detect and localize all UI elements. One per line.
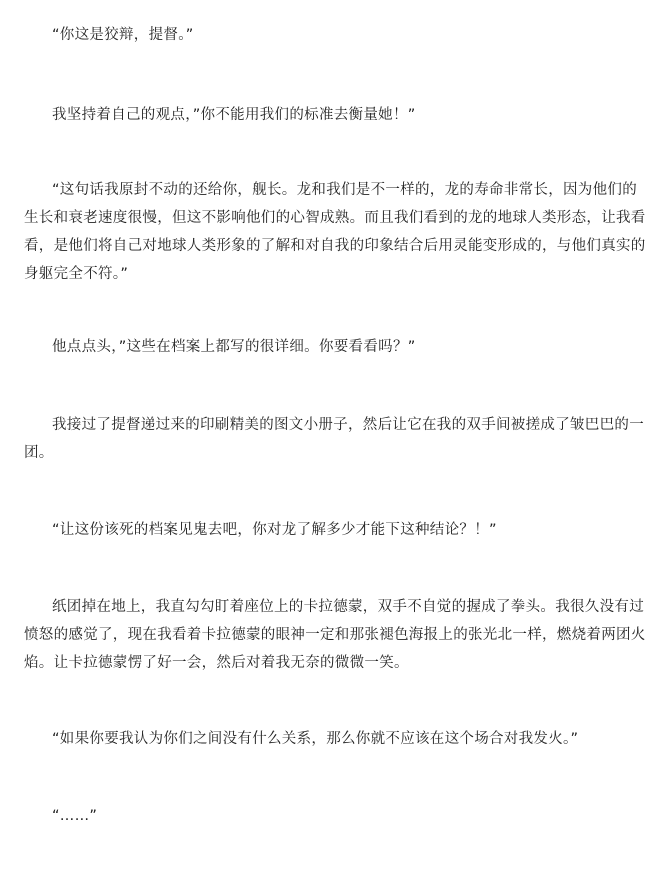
- paragraph-dialogue-5: “让这份该死的档案见鬼去吧，你对龙了解多少才能下这种结论？！”: [52, 522, 497, 538]
- paragraph-dialogue-4: 他点点头，”这些在档案上都写的很详细。你要看看吗？”: [52, 339, 416, 355]
- paragraph-dialogue-2: 我坚持着自己的观点，”你不能用我们的标准去衡量她！”: [52, 107, 416, 123]
- paragraph-narration-1: 我接过了提督递过来的印刷精美的图文小册子，然后让它在我的双手间被搓成了皱巴巴的一团。: [24, 417, 644, 461]
- paragraph-narration-2: 纸团掉在地上，我直勾勾盯着座位上的卡拉德蒙，双手不自觉的握成了拳头。我很久没有过愤怒的感觉了，现在我看着卡拉德蒙的眼神一定和那张褪色海报上的张光北一样，燃烧着两团火焰。让卡拉德蒙愣了好一会，然后对着我无奈的微微一笑。: [24, 599, 646, 671]
- paragraph-dialogue-6: “如果你要我认为你们之间没有什么关系，那么你就不应该在这个场合对我发火。”: [52, 731, 579, 747]
- paragraph-dialogue-7: “……”: [52, 808, 98, 824]
- paragraph-dialogue-1: “你这是狡辩，提督。”: [52, 27, 194, 43]
- paragraph-dialogue-3: “这句话我原封不动的还给你，舰长。龙和我们是不一样的，龙的寿命非常长，因为他们的生长和衰老速度很慢，但这不影响他们的心智成熟。而且我们看到的龙的地球人类形态，让我看看，是他们将自己对地球人类形象的了解和对自我的印象结合后用灵能变形成的，与他们真实的身躯完全不符。”: [24, 182, 646, 282]
